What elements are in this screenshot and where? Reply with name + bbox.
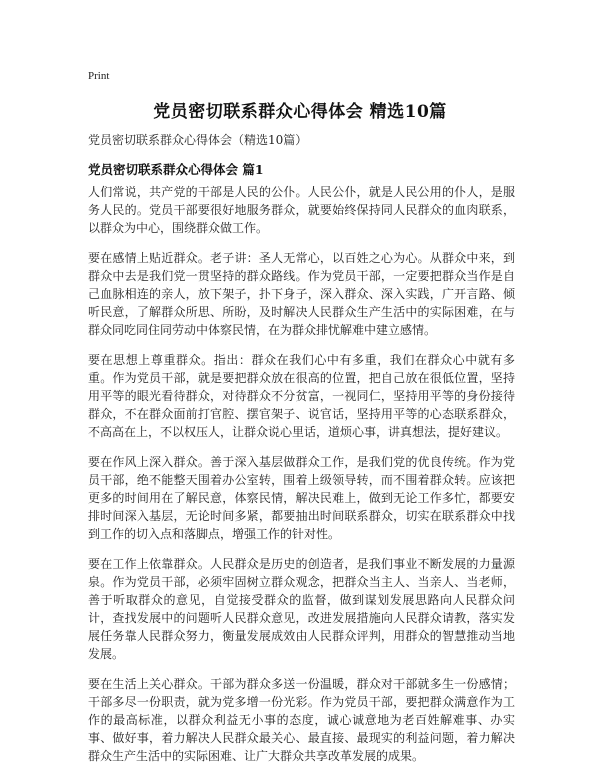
document-body <box>88 183 515 777</box>
page-title: 党员密切联系群众心得体会 精选10篇 <box>153 102 447 122</box>
paragraph: 人们常说，共产党的干部是人民的公仆。人民公仆，就是人民公用的仆人，是服务人民的。党员干部要很好地服务群众，就要始终保持同人民群众的血肉联系，以群众为中心，围绕群众做工作。 <box>88 185 515 235</box>
paragraph: 要在感情上贴近群众。老子讲：圣人无常心，以百姓之心为心。从群众中来，到群众中去是我们党一贯坚持的群众路线。作为党员干部，一定要把群众当作是自己血脉相连的亲人，放下架子，扑下身子，深入群众、深入实践，广开言路、倾听民意，了解群众所思、所盼，及时解决人民群众生产生活中的实际困难，在与群众同吃同住同劳动中体察民情，在为群众排忧解难中建立感情。 <box>88 251 515 337</box>
paragraph: 要在作风上深入群众。善于深入基层做群众工作，是我们党的优良传统。作为党员干部，绝不能整天围着办公室转，围着上级领导转，而不围着群众转。应该把更多的时间用在了解民意，体察民情，解决民难上，做到无论工作多忙，都要安排时间深入基层，无论时间多紧，都要抽出时间联系群众，切实在联系群众中找到工作的切入点和落脚点，增强工作的针对性。 <box>88 455 515 541</box>
paragraph: 要在生活上关心群众。干部为群众多送一份温暖，群众对干部就多生一份感情；干部多尽一份职责，就为党多增一份光彩。作为党员干部，要把群众满意作为工作的最高标准，以群众利益无小事的态度，诚心诚意地为老百姓解难事、办实事、做好事，着力解决人民群众最关心、最直接、最现实的利益问题，着力解决群众生产生活中的实际困难、让广大群众共享改革发展的成果。 <box>88 677 515 763</box>
section-heading: 党员密切联系群众心得体会 篇1 <box>88 162 264 177</box>
print-label: Print <box>88 70 110 82</box>
paragraph: 要在工作上依靠群众。人民群众是历史的创造者，是我们事业不断发展的力量源泉。作为党员干部，必须牢固树立群众观念，把群众当主人、当亲人、当老师，善于听取群众的意见，自觉接受群众的监督，做到谋划发展思路向人民群众问计，查找发展中的问题听人民群众意见，改进发展措施向人民群众请教，落实发展任务靠人民群众努力，衡量发展成效由人民群众评判，用群众的智慧推动当地发展。 <box>88 557 515 661</box>
paragraph: 要在思想上尊重群众。指出：群众在我们心中有多重，我们在群众心中就有多重。作为党员干部，就是要把群众放在很高的位置，把自己放在很低位置，坚持用平等的眼光看待群众，对待群众不分贫富，一视同仁，坚持用平等的身份接待群众，不在群众面前打官腔、摆官架子、说官话，坚持用平等的心态联系群众，不高高在上，不以权压人，让群众说心里话，道烦心事，讲真想法，提好建议。 <box>88 353 515 439</box>
document-subtitle: 党员密切联系群众心得体会（精选10篇） <box>88 133 308 147</box>
